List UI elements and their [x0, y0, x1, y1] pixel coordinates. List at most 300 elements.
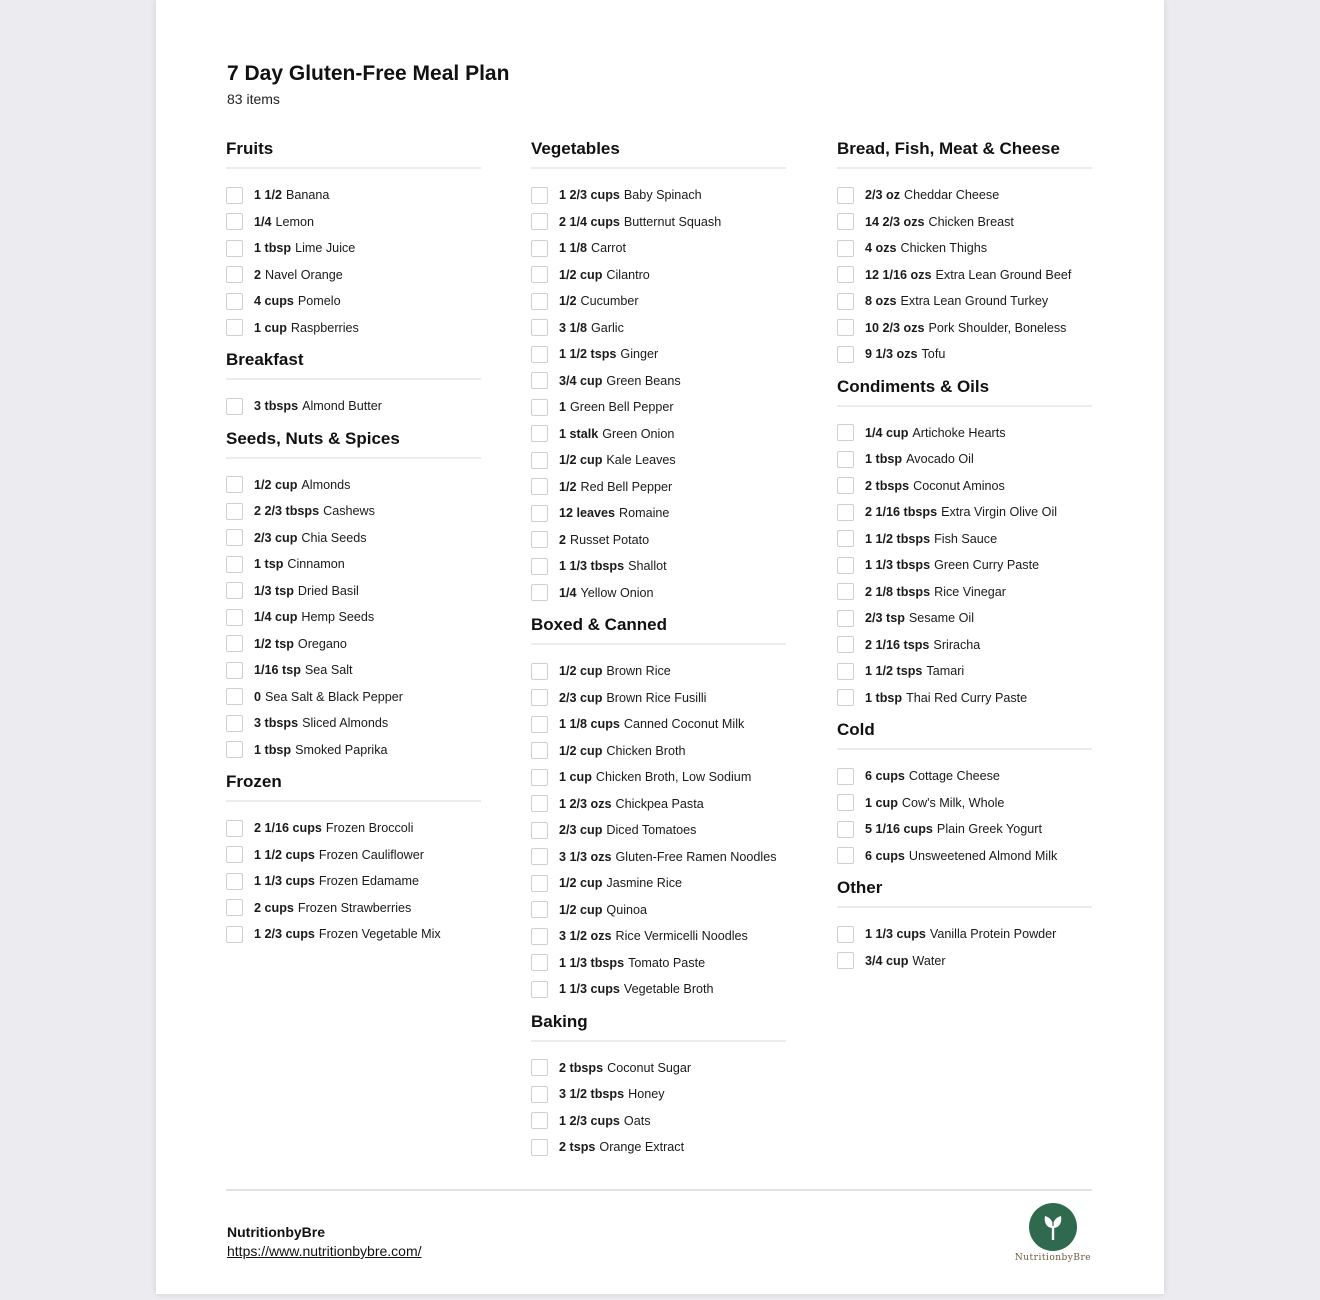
item-name: Cottage Cheese: [908, 769, 1000, 784]
leaf-fork-icon: [1041, 1214, 1065, 1240]
item-checkbox[interactable]: [226, 187, 243, 204]
item-name: Frozen Vegetable Mix: [318, 927, 441, 942]
list-item: [531, 738, 786, 765]
list-item: [226, 842, 481, 869]
section-title: Other: [837, 877, 1092, 908]
item-quantity: 3 1/8: [559, 320, 588, 335]
item-checkbox[interactable]: [531, 372, 548, 389]
list-item: [531, 527, 786, 554]
list-item: [837, 262, 1092, 289]
item-quantity: 1 1/3 cups: [254, 874, 315, 889]
section-title: Baking: [531, 1011, 786, 1042]
item-name: Carrot: [591, 241, 627, 256]
item-checkbox[interactable]: [531, 399, 548, 416]
item-checkbox[interactable]: [837, 477, 854, 494]
item-quantity: 1/2: [559, 479, 577, 494]
item-quantity: 1 1/3 tbsps: [559, 955, 625, 970]
list-item: [226, 868, 481, 895]
item-name: Cheddar Cheese: [904, 188, 1000, 203]
item-quantity: 1 1/3 cups: [865, 927, 926, 942]
item-quantity: 1 1/3 cups: [559, 982, 620, 997]
list-item: [531, 897, 786, 924]
list-item: [531, 394, 786, 421]
item-quantity: 1 1/3 tbsps: [559, 559, 625, 574]
column-3: [837, 138, 1092, 982]
footer-website-link[interactable]: https://www.nutritionbybre.com/: [227, 1243, 422, 1259]
list-item: [226, 895, 481, 922]
item-checkbox[interactable]: [226, 319, 243, 336]
list-item: [531, 368, 786, 395]
list-item: [226, 815, 481, 842]
item-checkbox[interactable]: [226, 688, 243, 705]
item-name: Frozen Strawberries: [297, 900, 412, 915]
list-item: [226, 182, 481, 209]
item-checkbox[interactable]: [226, 926, 243, 943]
item-checkbox[interactable]: [531, 901, 548, 918]
list-item: [531, 421, 786, 448]
item-quantity: 1/2 cup: [559, 876, 603, 891]
item-checkbox[interactable]: [531, 848, 548, 865]
item-quantity: 1 tbsp: [865, 690, 903, 705]
item-checkbox[interactable]: [531, 531, 548, 548]
item-name: Chicken Thighs: [900, 241, 988, 256]
item-checkbox[interactable]: [837, 610, 854, 627]
item-name: Avocado Oil: [906, 452, 974, 467]
item-name: Extra Virgin Olive Oil: [941, 505, 1058, 520]
section-frozen: [226, 771, 481, 948]
list-item: [531, 1134, 786, 1161]
section-title: Breakfast: [226, 349, 481, 380]
item-quantity: 1 tbsp: [254, 241, 292, 256]
section-bread-fish-meat-and-cheese: [837, 138, 1092, 368]
list-item: [837, 579, 1092, 606]
item-checkbox[interactable]: [837, 319, 854, 336]
list-item: [226, 657, 481, 684]
item-name: Sriracha: [933, 637, 981, 652]
item-name: Coconut Sugar: [607, 1060, 692, 1075]
item-name: Rice Vinegar: [934, 584, 1006, 599]
section-condiments-and-oils: [837, 376, 1092, 712]
item-checkbox[interactable]: [226, 715, 243, 732]
item-quantity: 14 2/3 ozs: [865, 214, 925, 229]
list-item: [837, 446, 1092, 473]
item-quantity: 2 cups: [254, 900, 294, 915]
list-item: [531, 791, 786, 818]
item-quantity: 4 cups: [254, 294, 294, 309]
item-name: Fish Sauce: [934, 531, 998, 546]
list-item: [837, 843, 1092, 870]
item-checkbox[interactable]: [837, 451, 854, 468]
item-quantity: 4 ozs: [865, 241, 897, 256]
list-item: [531, 1081, 786, 1108]
page-title: 7 Day Gluten-Free Meal Plan: [227, 62, 510, 85]
item-checkbox[interactable]: [531, 716, 548, 733]
item-quantity: 1 1/8: [559, 241, 588, 256]
item-checkbox[interactable]: [531, 505, 548, 522]
item-checkbox[interactable]: [837, 213, 854, 230]
section-breakfast: [226, 349, 481, 420]
item-quantity: 1 cup: [865, 795, 898, 810]
item-checkbox[interactable]: [226, 240, 243, 257]
item-name: Coconut Aminos: [913, 478, 1005, 493]
item-name: Chickpea Pasta: [615, 796, 704, 811]
footer-divider: [226, 1189, 1092, 1191]
item-checkbox[interactable]: [531, 981, 548, 998]
item-name: Gluten-Free Ramen Noodles: [615, 849, 777, 864]
section-fruits: [226, 138, 481, 341]
item-checkbox[interactable]: [226, 899, 243, 916]
item-quantity: 3 tbsps: [254, 716, 299, 731]
item-quantity: 1: [559, 400, 567, 415]
list-item: [531, 711, 786, 738]
item-checkbox[interactable]: [531, 928, 548, 945]
item-checkbox[interactable]: [837, 636, 854, 653]
item-quantity: 2 1/16 tbsps: [865, 505, 938, 520]
section-title: Bread, Fish, Meat & Cheese: [837, 138, 1092, 169]
list-item: [837, 552, 1092, 579]
list-item: [226, 710, 481, 737]
item-quantity: 1 1/2 tsps: [559, 347, 617, 362]
item-name: Frozen Cauliflower: [318, 847, 424, 862]
list-item: [837, 420, 1092, 447]
item-checkbox[interactable]: [531, 558, 548, 575]
item-checkbox[interactable]: [837, 187, 854, 204]
item-quantity: 2 1/16 cups: [254, 821, 322, 836]
item-quantity: 1/3 tsp: [254, 583, 294, 598]
item-name: Butternut Squash: [623, 214, 722, 229]
item-checkbox[interactable]: [531, 663, 548, 680]
item-quantity: 2: [559, 532, 567, 547]
item-name: Shallot: [628, 559, 667, 574]
item-name: Almonds: [301, 477, 351, 492]
item-quantity: 1 tsp: [254, 557, 284, 572]
list-item: [837, 473, 1092, 500]
item-name: Cow's Milk, Whole: [901, 795, 1005, 810]
list-item: [531, 580, 786, 607]
item-checkbox[interactable]: [531, 584, 548, 601]
item-checkbox[interactable]: [226, 556, 243, 573]
item-checkbox[interactable]: [837, 424, 854, 441]
logo-text: NutritionbyBre: [1014, 1253, 1092, 1263]
item-quantity: 3 1/2 tbsps: [559, 1087, 625, 1102]
item-checkbox[interactable]: [226, 213, 243, 230]
item-checkbox[interactable]: [531, 954, 548, 971]
list-item: [226, 921, 481, 948]
list-item: [837, 658, 1092, 685]
item-name: Almond Butter: [302, 399, 382, 414]
item-name: Water: [912, 953, 946, 968]
item-checkbox[interactable]: [837, 557, 854, 574]
item-checkbox[interactable]: [837, 240, 854, 257]
brand-logo: [1008, 1203, 1098, 1267]
list-item: [531, 315, 786, 342]
list-item: [226, 604, 481, 631]
item-checkbox[interactable]: [837, 847, 854, 864]
item-checkbox[interactable]: [226, 503, 243, 520]
item-quantity: 2 1/4 cups: [559, 214, 620, 229]
item-checkbox[interactable]: [226, 293, 243, 310]
item-checkbox[interactable]: [531, 240, 548, 257]
item-name: Plain Greek Yogurt: [936, 822, 1042, 837]
item-name: Cinnamon: [287, 557, 345, 572]
item-quantity: 3/4 cup: [865, 953, 909, 968]
list-item: [226, 737, 481, 764]
item-quantity: 1 stalk: [559, 426, 599, 441]
item-checkbox[interactable]: [837, 504, 854, 521]
item-checkbox[interactable]: [837, 293, 854, 310]
item-name: Vegetable Broth: [623, 982, 714, 997]
list-item: [531, 288, 786, 315]
section-title: Condiments & Oils: [837, 376, 1092, 407]
section-title: Seeds, Nuts & Spices: [226, 428, 481, 459]
item-checkbox[interactable]: [531, 1059, 548, 1076]
item-name: Chicken Breast: [928, 214, 1014, 229]
list-item: [531, 923, 786, 950]
item-checkbox[interactable]: [837, 530, 854, 547]
item-name: Green Onion: [602, 426, 675, 441]
list-item: [837, 182, 1092, 209]
item-quantity: 2 1/8 tbsps: [865, 584, 931, 599]
item-name: Extra Lean Ground Turkey: [900, 294, 1049, 309]
section-seeds-nuts-and-spices: [226, 428, 481, 764]
item-quantity: 2/3 cup: [254, 530, 298, 545]
item-name: Lemon: [275, 214, 315, 229]
section-title: Vegetables: [531, 138, 786, 169]
item-quantity: 2/3 cup: [559, 823, 603, 838]
list-item: [226, 262, 481, 289]
item-name: Sesame Oil: [908, 611, 974, 626]
list-item: [531, 658, 786, 685]
item-checkbox[interactable]: [531, 1112, 548, 1129]
item-name: Chia Seeds: [301, 530, 367, 545]
item-checkbox[interactable]: [837, 689, 854, 706]
item-checkbox[interactable]: [226, 529, 243, 546]
item-name: Yellow Onion: [580, 585, 654, 600]
item-checkbox[interactable]: [226, 846, 243, 863]
item-name: Ginger: [620, 347, 659, 362]
list-item: [837, 209, 1092, 236]
item-quantity: 1/4 cup: [865, 425, 909, 440]
item-quantity: 8 ozs: [865, 294, 897, 309]
item-name: Artichoke Hearts: [912, 425, 1006, 440]
logo-circle: [1029, 1203, 1077, 1251]
item-name: Cashews: [323, 504, 375, 519]
item-quantity: 3 tbsps: [254, 399, 299, 414]
list-item: [531, 870, 786, 897]
item-quantity: 1/2 cup: [559, 743, 603, 758]
item-quantity: 1/2 tsp: [254, 636, 294, 651]
item-name: Hemp Seeds: [301, 610, 375, 625]
item-checkbox[interactable]: [837, 768, 854, 785]
item-quantity: 1/2 cup: [559, 664, 603, 679]
item-quantity: 1 2/3 cups: [559, 188, 620, 203]
item-name: Russet Potato: [570, 532, 650, 547]
list-item: [531, 976, 786, 1003]
list-item: [226, 209, 481, 236]
list-item: [226, 551, 481, 578]
list-item: [226, 288, 481, 315]
document-page: [156, 0, 1164, 1294]
item-checkbox[interactable]: [531, 795, 548, 812]
item-checkbox[interactable]: [226, 266, 243, 283]
item-checkbox[interactable]: [531, 1139, 548, 1156]
list-item: [226, 525, 481, 552]
item-quantity: 1/2 cup: [559, 267, 603, 282]
item-checkbox[interactable]: [837, 266, 854, 283]
list-item: [837, 315, 1092, 342]
item-checkbox[interactable]: [531, 266, 548, 283]
list-item: [837, 790, 1092, 817]
item-checkbox[interactable]: [226, 398, 243, 415]
item-checkbox[interactable]: [226, 635, 243, 652]
item-name: Cucumber: [580, 294, 639, 309]
item-quantity: 10 2/3 ozs: [865, 320, 925, 335]
item-quantity: 3 1/3 ozs: [559, 849, 612, 864]
list-item: [837, 685, 1092, 712]
item-name: Sliced Almonds: [302, 716, 389, 731]
item-quantity: 6 cups: [865, 848, 905, 863]
item-checkbox[interactable]: [531, 742, 548, 759]
item-checkbox[interactable]: [837, 952, 854, 969]
item-quantity: 12 leaves: [559, 506, 616, 521]
list-item: [837, 921, 1092, 948]
item-checkbox[interactable]: [226, 741, 243, 758]
item-quantity: 1/4: [559, 585, 577, 600]
item-checkbox[interactable]: [531, 293, 548, 310]
item-quantity: 2 2/3 tbsps: [254, 504, 320, 519]
item-checkbox[interactable]: [226, 820, 243, 837]
list-item: [531, 474, 786, 501]
item-name: Jasmine Rice: [606, 876, 682, 891]
item-quantity: 1/4 cup: [254, 610, 298, 625]
item-name: Tofu: [921, 347, 946, 362]
list-item: [531, 950, 786, 977]
item-quantity: 1/16 tsp: [254, 663, 301, 678]
item-checkbox[interactable]: [226, 476, 243, 493]
list-item: [531, 685, 786, 712]
item-checkbox[interactable]: [837, 794, 854, 811]
item-name: Red Bell Pepper: [580, 479, 673, 494]
section-boxed-and-canned: [531, 614, 786, 1003]
item-quantity: 1/2 cup: [559, 453, 603, 468]
list-item: [531, 844, 786, 871]
item-quantity: 2 tbsps: [559, 1060, 604, 1075]
item-checkbox[interactable]: [531, 822, 548, 839]
item-checkbox[interactable]: [531, 452, 548, 469]
item-checkbox[interactable]: [226, 662, 243, 679]
item-quantity: 0: [254, 689, 262, 704]
item-quantity: 12 1/16 ozs: [865, 267, 932, 282]
section-other: [837, 877, 1092, 974]
list-item: [837, 948, 1092, 975]
item-checkbox[interactable]: [531, 346, 548, 363]
item-checkbox[interactable]: [226, 582, 243, 599]
item-quantity: 1 cup: [559, 770, 592, 785]
column-1: [226, 138, 481, 956]
item-checkbox[interactable]: [531, 213, 548, 230]
list-item: [531, 262, 786, 289]
column-2: [531, 138, 786, 1169]
item-quantity: 1 2/3 cups: [254, 927, 315, 942]
list-item: [531, 341, 786, 368]
list-item: [837, 605, 1092, 632]
item-name: Honey: [628, 1087, 665, 1102]
item-checkbox[interactable]: [226, 873, 243, 890]
list-item: [531, 182, 786, 209]
section-title: Fruits: [226, 138, 481, 169]
item-checkbox[interactable]: [837, 346, 854, 363]
item-name: Brown Rice: [606, 664, 671, 679]
item-checkbox[interactable]: [531, 1086, 548, 1103]
item-quantity: 3 1/2 ozs: [559, 929, 612, 944]
list-item: [531, 209, 786, 236]
item-name: Sea Salt & Black Pepper: [265, 689, 403, 704]
item-quantity: 5 1/16 cups: [865, 822, 933, 837]
item-checkbox[interactable]: [531, 689, 548, 706]
item-quantity: 2: [254, 267, 262, 282]
item-quantity: 1 tbsp: [254, 742, 292, 757]
item-name: Oats: [623, 1113, 651, 1128]
item-quantity: 1 1/2 tbsps: [865, 531, 931, 546]
list-item: [226, 631, 481, 658]
item-name: Chicken Broth: [606, 743, 686, 758]
list-item: [226, 684, 481, 711]
item-quantity: 1 1/2: [254, 188, 283, 203]
item-checkbox[interactable]: [531, 319, 548, 336]
item-name: Garlic: [591, 320, 624, 335]
list-item: [837, 816, 1092, 843]
list-item: [226, 498, 481, 525]
list-item: [837, 763, 1092, 790]
item-checkbox[interactable]: [837, 821, 854, 838]
item-name: Green Curry Paste: [934, 558, 1040, 573]
item-quantity: 1 1/8 cups: [559, 717, 620, 732]
list-item: [837, 526, 1092, 553]
item-checkbox[interactable]: [531, 187, 548, 204]
item-checkbox[interactable]: [837, 663, 854, 680]
item-checkbox[interactable]: [837, 926, 854, 943]
item-quantity: 1/2: [559, 294, 577, 309]
item-checkbox[interactable]: [531, 425, 548, 442]
list-item: [531, 553, 786, 580]
item-checkbox[interactable]: [531, 875, 548, 892]
list-item: [226, 472, 481, 499]
item-name: Lime Juice: [295, 241, 356, 256]
item-quantity: 1 2/3 cups: [559, 1113, 620, 1128]
list-item: [837, 341, 1092, 368]
item-name: Canned Coconut Milk: [623, 717, 745, 732]
item-quantity: 1 1/2 cups: [254, 847, 315, 862]
item-name: Frozen Broccoli: [325, 821, 414, 836]
list-item: [226, 578, 481, 605]
list-item: [226, 235, 481, 262]
item-checkbox[interactable]: [837, 583, 854, 600]
item-checkbox[interactable]: [531, 478, 548, 495]
section-title: Frozen: [226, 771, 481, 802]
list-item: [837, 499, 1092, 526]
item-name: Vanilla Protein Powder: [929, 927, 1057, 942]
item-name: Unsweetened Almond Milk: [908, 848, 1058, 863]
item-quantity: 3/4 cup: [559, 373, 603, 388]
item-name: Raspberries: [290, 320, 359, 335]
section-title: Cold: [837, 719, 1092, 750]
item-quantity: 2 tsps: [559, 1140, 596, 1155]
item-name: Rice Vermicelli Noodles: [615, 929, 748, 944]
item-name: Cilantro: [606, 267, 650, 282]
item-checkbox[interactable]: [226, 609, 243, 626]
item-checkbox[interactable]: [531, 769, 548, 786]
list-item: [226, 393, 481, 420]
